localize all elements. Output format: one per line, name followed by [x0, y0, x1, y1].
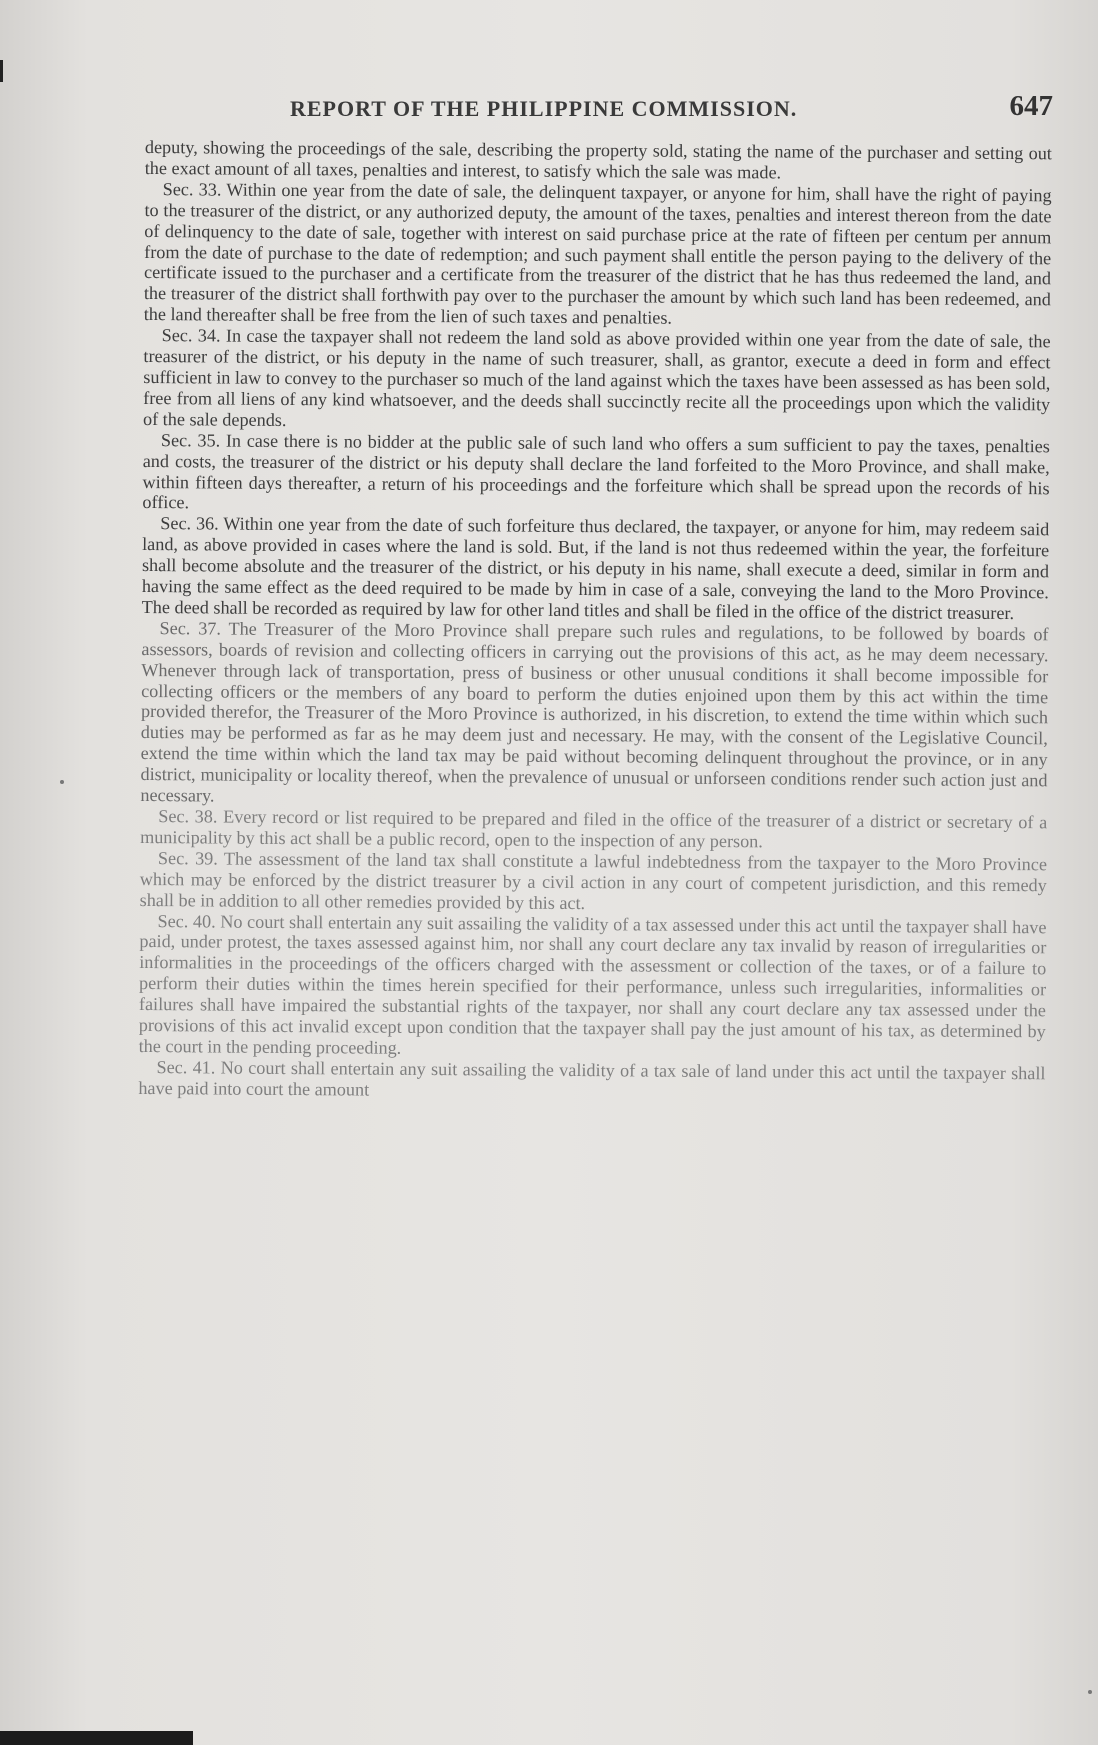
- paragraph: deputy, showing the proceedings of the sale, describing the property sold, stating the name of the purchaser and setting out the exact amount of all taxes, penalties and interest, to satisfy which the sale was made.: [144, 137, 1052, 183]
- speck: [1088, 1690, 1092, 1694]
- paragraph-sec-39: Sec. 39. The assessment of the land tax shall constitute a lawful indebtedness from the taxpayer to the Moro Province which may be enforced by the district treasurer by a civil action in any court of competent jurisdiction, and this remedy shall be in addition to all other remedies provided by this act.: [139, 847, 1048, 913]
- page-body: [138, 137, 1052, 1105]
- paragraph-sec-41: Sec. 41. No court shall entertain any suit assailing the validity of a tax sale of land under this act until the taxpayer shall have paid into court the amount: [138, 1056, 1046, 1100]
- paragraph-sec-36: Sec. 36. Within one year from the date of such forfeiture thus declared, the taxpayer, or anyone for him, may redeem said land, as above provided in cases where the land is sold. But, if the land is not thus redeemed within the year, the forfeiture shall become absolute and the treasurer of the district, or his deputy in his name, shall execute a deed, similar in form and having the same effect as the deed required to be made by him in case of a sale, conveying the land to the Moro Province. The deed shall be recorded as required by law for other land titles and shall be filed in the office of the district treasurer.: [141, 513, 1050, 624]
- speck: [60, 780, 64, 784]
- paragraph-sec-35: Sec. 35. In case there is no bidder at the public sale of such land who offers a sum sufficient to pay the taxes, penalties and costs, the treasurer of the district or his deputy shall declare the land forfeited to the Moro Province, and shall make, within fifteen days thereafter, a return of his proceedings and the forfeiture which shall be spread upon the records of his office.: [142, 429, 1050, 513]
- paragraph-sec-33: Sec. 33. Within one year from the date of sale, the delinquent taxpayer, or anyone for him, shall have the right of paying to the treasurer of the district, or any authorized deputy, the amount of the taxes, penalties and interest thereon from the date of delinquency to the date of sale, together with interest on said purchase price at the rate of fifteen per centum per annum from the date of purchase to the date of redemption; and such payment shall entitle the person paying to the delivery of the certificate issued to the purchaser and a certificate from the treasurer of the district that he has thus redeemed the land, and the treasurer of the district shall forthwith pay over to the purchaser the amount by which such land has been redeemed, and the land thereafter shall be free from the lien of such taxes and penalties.: [143, 178, 1052, 328]
- paragraph-sec-37: Sec. 37. The Treasurer of the Moro Province shall prepare such rules and regulations, to be followed by boards of assessors, boards of revision and collecting officers in carrying out the provisions of this act, as he may deem necessary. Whenever through lack of transportation, press of business or other unusual conditions it shall become impossible for collecting officers or the members of any board to perform the duties enjoined upon them by this act within the time provided therefor, the Treasurer of the Moro Province is authorized, in his discretion, to extend the time within which such duties may be performed as far as he may deem just and necessary. He may, with the consent of the Legislative Council, extend the time within which the land tax may be paid without becoming delinquent throughout the province, or in any district, municipality or locality thereof, when the prevalence of unusual or unforseen conditions render such action just and necessary.: [140, 617, 1049, 806]
- paragraph-sec-40: Sec. 40. No court shall entertain any suit assailing the validity of a tax assessed under this act until the taxpayer shall have paid, under protest, the taxes assessed against him, nor shall any court declare any tax invalid by reason of irregularities or informalities in the proceedings of the officers charged with the assessment or collection of the taxes, or of a failure to perform their duties within the times herein specified for their performance, unless such irregularities, informalities or failures shall have impaired the substantial rights of the taxpayer, nor shall any court declare any tax assessed under the provisions of this act invalid except upon condition that the taxpayer shall pay the just amount of his tax, as determined by the court in the pending proceeding.: [138, 910, 1047, 1058]
- page-number: 647: [1009, 90, 1053, 122]
- page-header: [148, 90, 1053, 130]
- scan-footer-stamp: [0, 1731, 193, 1745]
- running-head: REPORT OF THE PHILIPPINE COMMISSION.: [290, 96, 798, 121]
- paragraph-sec-34: Sec. 34. In case the taxpayer shall not redeem the land sold as above provided within one year from the date of sale, the treasurer of the district, or his deputy in the name of such treasurer, shall, as grantor, execute a deed in form and effect sufficient in law to convey to the purchaser so much of the land against which the taxes have been assessed as has been sold, free from all liens of any kind whatsoever, and the deeds shall succinctly recite all the proceedings upon which the validity of the sale depends.: [142, 325, 1051, 430]
- paragraph-sec-38: Sec. 38. Every record or list required to be prepared and filed in the office of the treasurer of a district or secretary of a municipality by this act shall be a public record, open to the inspection of any person.: [140, 806, 1048, 852]
- binding-mark: [0, 60, 3, 82]
